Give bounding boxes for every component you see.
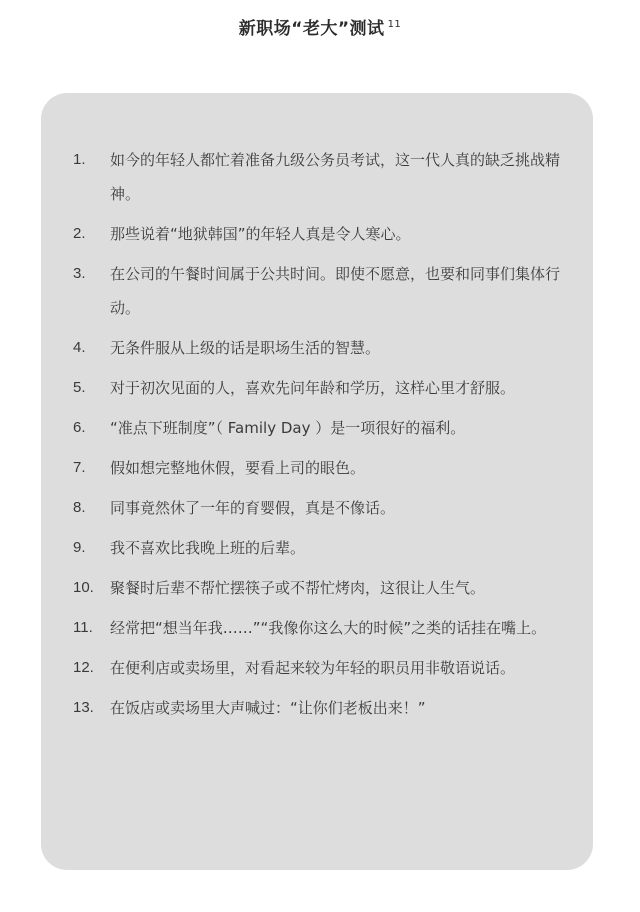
quiz-item-6	[41, 411, 593, 445]
quiz-item-5	[41, 371, 593, 405]
quiz-item-10	[41, 571, 593, 605]
item-text: 在便利店或卖场里，对看起来较为年轻的职员用非敬语说话。	[110, 659, 516, 677]
item-number: 13.	[73, 699, 94, 716]
quiz-card	[41, 93, 593, 870]
footnote-marker: 11	[387, 19, 402, 31]
item-number: 5.	[73, 379, 86, 396]
item-number: 6.	[73, 419, 86, 436]
item-text: 无条件服从上级的话是职场生活的智慧。	[110, 339, 381, 357]
quiz-list	[41, 143, 593, 731]
quiz-item-13	[41, 691, 593, 725]
item-text: 在公司的午餐时间属于公共时间。即使不愿意，也要和同事们集体行动。	[110, 265, 561, 317]
item-number: 2.	[73, 225, 86, 242]
item-number: 7.	[73, 459, 86, 476]
quiz-item-4	[41, 331, 593, 365]
quiz-item-7	[41, 451, 593, 485]
item-text: 如今的年轻人都忙着准备九级公务员考试，这一代人真的缺乏挑战精神。	[110, 151, 561, 203]
item-number: 10.	[73, 579, 94, 596]
item-text: 我不喜欢比我晚上班的后辈。	[110, 539, 306, 557]
item-number: 12.	[73, 659, 94, 676]
item-number: 4.	[73, 339, 86, 356]
quiz-item-2	[41, 217, 593, 251]
item-text: 在饭店或卖场里大声喊过：“让你们老板出来！”	[110, 699, 426, 717]
item-text: 经常把“想当年我……”“我像你这么大的时候”之类的话挂在嘴上。	[110, 619, 547, 637]
quiz-item-12	[41, 651, 593, 685]
item-text: 那些说着“地狱韩国”的年轻人真是令人寒心。	[110, 225, 411, 243]
item-number: 1.	[73, 151, 86, 168]
item-text: 假如想完整地休假，要看上司的眼色。	[110, 459, 366, 477]
item-text: “准点下班制度”（ Family Day ）是一项很好的福利。	[110, 419, 466, 437]
quiz-item-11	[41, 611, 593, 645]
quiz-item-9	[41, 531, 593, 565]
item-number: 11.	[73, 619, 93, 636]
item-number: 8.	[73, 499, 86, 516]
item-text: 同事竟然休了一年的育婴假，真是不像话。	[110, 499, 396, 517]
quiz-item-3	[41, 257, 593, 325]
item-number: 9.	[73, 539, 86, 556]
title-text: 新职场“老大”测试	[238, 19, 385, 39]
item-text: 聚餐时后辈不帮忙摆筷子或不帮忙烤肉，这很让人生气。	[110, 579, 486, 597]
page-title	[0, 14, 640, 39]
quiz-item-1	[41, 143, 593, 211]
item-number: 3.	[73, 265, 86, 282]
quiz-item-8	[41, 491, 593, 525]
item-text: 对于初次见面的人，喜欢先问年龄和学历，这样心里才舒服。	[110, 379, 516, 397]
